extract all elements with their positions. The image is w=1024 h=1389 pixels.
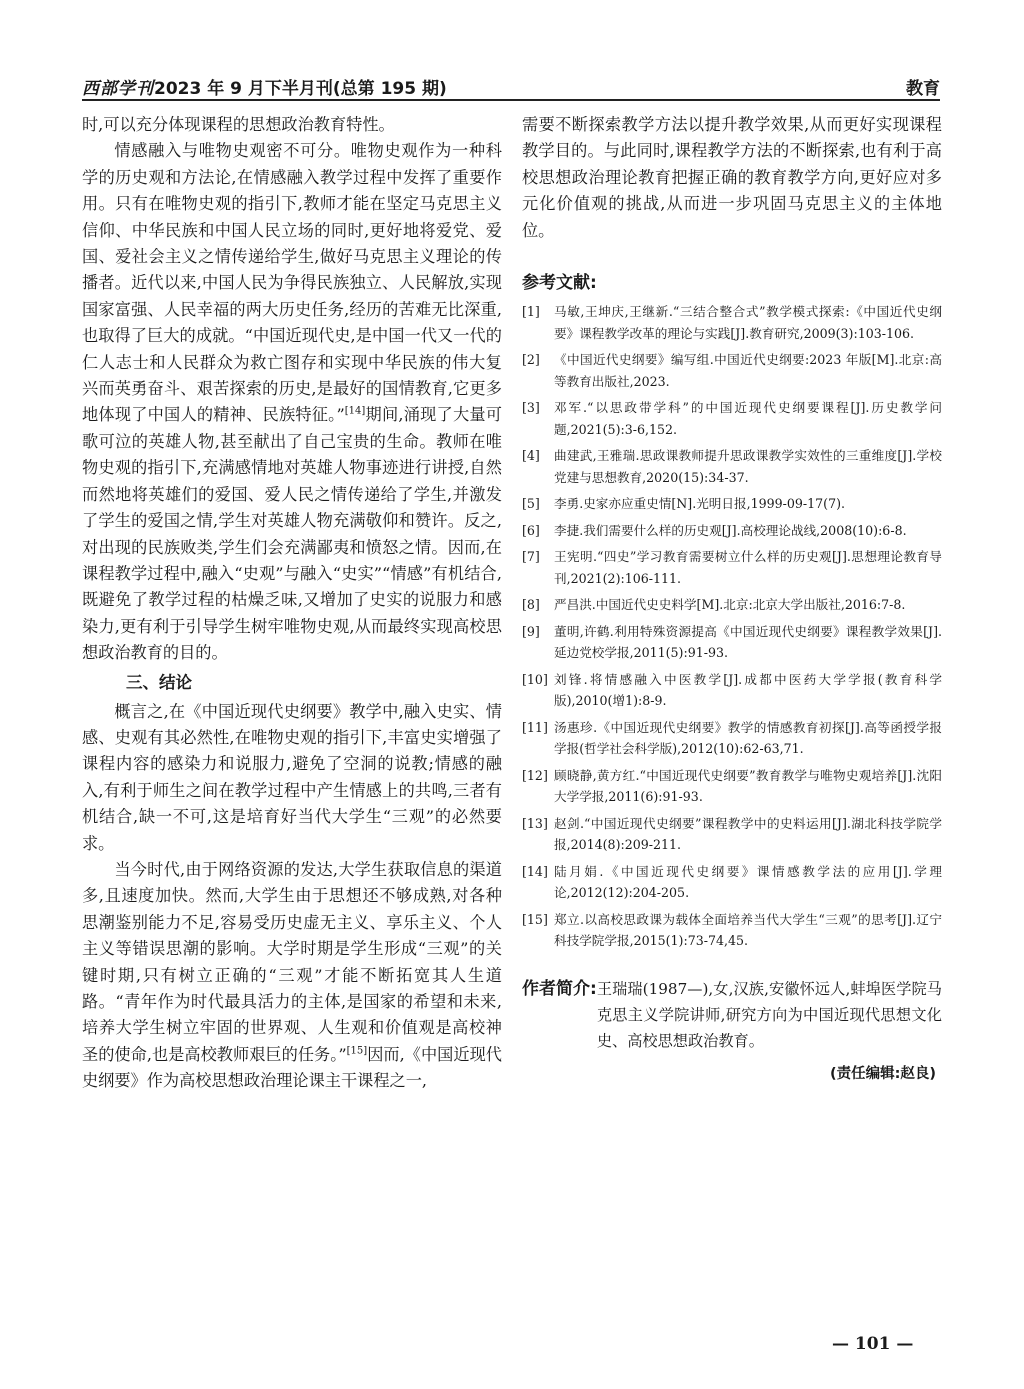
author-bio bbox=[522, 976, 942, 1054]
reference-number: [13] bbox=[522, 815, 548, 831]
reference-text: 严昌洪.中国近代史史料学[M].北京:北京大学出版社,2016:7-8. bbox=[554, 597, 906, 613]
paragraph-text: 当今时代,由于网络资源的发达,大学生获取信息的渠道多,且速度加快。然而,大学生由于思想还不够成熟,对各种思潮鉴别能力不足,容易受历史虚无主义、享乐主义、个人主义等错误思潮的影响。大学时期是学生形成“三观”的关键时期,只有树立正确的“三观”才能不断拓宽其人生道路。“青年作为时代最具活力的主体,是国家的希望和未来,培养大学生树立牢固的世界观、人生观和价值观是高校神圣的使命,也是高校教师艰巨的任务。” bbox=[82, 859, 502, 1064]
reference-number: [5] bbox=[522, 496, 540, 512]
journal-issue: 2023 年 9 月下半月刊(总第 195 期) bbox=[154, 79, 447, 99]
header-rule bbox=[82, 99, 940, 101]
paragraph-text: 期间,涌现了大量可歌可泣的英雄人物,甚至献出了自己宝贵的生命。教师在唯物史观的指引下,充满感情地对英雄人物事迹进行讲授,自然而然地将英雄们的爱国、爱人民之情传递给了学生,并激发了学生的爱国之情,学生对英雄人物充满敬仰和赞许。反之,对出现的民族败类,学生们会充满鄙夷和愤怒之情。因而,在课程教学过程中,融入“史观”与融入“史实”“情感”有机结合,既避免了教学过程的枯燥乏味,又增加了史实的说服力和感染力,更有利于引导学生树牢唯物史观,从而最终实现高校思想政治教育的目的。 bbox=[82, 405, 502, 663]
paragraph-today bbox=[82, 857, 502, 1095]
reference-text: 董明,许鹤.利用特殊资源提高《中国近现代史纲要》课程教学效果[J].延边党校学报,2011(5):91-93. bbox=[554, 623, 942, 661]
reference-number: [14] bbox=[522, 863, 548, 879]
author-bio-text: 王瑞瑞(1987—),女,汉族,安徽怀远人,蚌埠医学院马克思主义学院讲师,研究方向为中国近现代思想文化史、高校思想政治教育。 bbox=[596, 979, 942, 1050]
section-heading-conclusion: 三、结论 bbox=[126, 672, 192, 692]
section-label: 教育 bbox=[906, 79, 940, 99]
reference-item bbox=[522, 621, 942, 664]
reference-item bbox=[522, 445, 942, 488]
reference-text: 李勇.史家亦应重史情[N].光明日报,1999-09-17(7). bbox=[554, 496, 846, 512]
reference-number: [10] bbox=[522, 671, 548, 687]
responsible-editor: (责任编辑:赵良) bbox=[829, 1065, 936, 1082]
running-header bbox=[82, 74, 940, 100]
reference-list bbox=[522, 301, 942, 952]
left-column bbox=[82, 112, 502, 1095]
reference-text: 郑立.以高校思政课为载体全面培养当代大学生“三观”的思考[J].辽宁科技学院学报,2015(1):73-74,45. bbox=[554, 911, 942, 949]
reference-number: [9] bbox=[522, 623, 540, 639]
reference-item bbox=[522, 301, 942, 344]
reference-number: [3] bbox=[522, 400, 540, 416]
paragraph-conclusion: 概言之,在《中国近现代史纲要》教学中,融入史实、情感、史观有其必然性,在唯物史观的指引下,丰富史实增强了课程内容的感染力和说服力,避免了空洞的说教;情感的融入,有利于师生之间在教学过程中产生情感上的共鸣,三者有机结合,缺一不可,这是培育好当代大学生“三观”的必然要求。 bbox=[82, 701, 502, 853]
reference-number: [12] bbox=[522, 767, 548, 783]
paragraph-emotion-materialism bbox=[82, 138, 502, 666]
reference-item bbox=[522, 765, 942, 808]
reference-number: [4] bbox=[522, 448, 540, 464]
reference-number: [15] bbox=[522, 911, 548, 927]
reference-item bbox=[522, 493, 942, 515]
reference-text: 邓军.“以思政带学科”的中国近现代史纲要课程[J].历史教学问题,2021(5):3-6,152. bbox=[554, 400, 942, 437]
citation-mark[interactable]: [14] bbox=[344, 406, 366, 418]
page-number: — 101 — bbox=[832, 1334, 914, 1354]
paragraph-text: 因而,《中国近现代史纲要》作为高校思想政治理论课主干课程之一, bbox=[82, 1044, 502, 1091]
paragraph-continued-right: 需要不断探索教学方法以提升教学效果,从而更好实现课程教学目的。与此同时,课程教学方法的不断探索,也有利于高校思想政治理论教育把握正确的教育教学方向,更好应对多元化价值观的挑战,从而进一步巩固马克思主义的主体地位。 bbox=[522, 115, 942, 240]
reference-item bbox=[522, 861, 942, 904]
right-column bbox=[522, 112, 942, 1083]
references-title: 参考文献: bbox=[522, 273, 597, 294]
citation-mark[interactable]: [15] bbox=[346, 1045, 368, 1057]
reference-item bbox=[522, 397, 942, 440]
reference-text: 《中国近代史纲要》编写组.中国近代史纲要:2023 年版[M].北京:高等教育出版社,2023. bbox=[554, 352, 942, 389]
reference-number: [1] bbox=[522, 304, 540, 320]
paragraph-text: 情感融入与唯物史观密不可分。唯物史观作为一种科学的历史观和方法论,在情感融入教学过程中发挥了重要作用。只有在唯物史观的指引下,教师才能在坚定马克思主义信仰、中华民族和中国人民立场的同时,更好地将爱党、爱国、爱社会主义之情传递给学生,做好马克思主义理论的传播者。近代以来,中国人民为争得民族独立、人民解放,实现国家富强、人民幸福的两大历史任务,经历的苦难无比深重,也取得了巨大的成就。“中国近现代史,是中国一代又一代的仁人志士和人民群众为救亡图存和实现中华民族的伟大复兴而英勇奋斗、艰苦探索的历史,是最好的国情教育,它更多地体现了中国人的精神、民族特征。” bbox=[82, 141, 502, 425]
reference-number: [8] bbox=[522, 597, 540, 613]
reference-item bbox=[522, 669, 942, 712]
journal-title bbox=[82, 74, 447, 99]
reference-number: [7] bbox=[522, 549, 540, 565]
journal-logo: 西部学刊 bbox=[82, 79, 154, 99]
reference-item bbox=[522, 909, 942, 952]
reference-number: [11] bbox=[522, 719, 548, 735]
reference-number: [2] bbox=[522, 352, 540, 368]
reference-text: 李捷.我们需要什么样的历史观[J].高校理论战线,2008(10):6-8. bbox=[554, 522, 907, 538]
reference-item bbox=[522, 717, 942, 760]
author-bio-label: 作者简介: bbox=[522, 978, 597, 999]
reference-number: [6] bbox=[522, 522, 540, 538]
reference-text: 王宪明.“四史”学习教育需要树立什么样的历史观[J].思想理论教育导刊,2021(2):106-111. bbox=[554, 549, 942, 586]
reference-text: 马敏,王坤庆,王继新.“三结合整合式”教学模式探索:《中国近代史纲要》课程教学改革的理论与实践[J].教育研究,2009(3):103-106. bbox=[554, 304, 942, 341]
reference-item bbox=[522, 546, 942, 589]
reference-text: 刘锋.将情感融入中医教学[J].成都中医药大学学报(教育科学版),2010(增1):8-9. bbox=[554, 671, 942, 709]
reference-item bbox=[522, 594, 942, 616]
reference-text: 汤惠珍.《中国近现代史纲要》教学的情感教育初探[J].高等函授学报学报(哲学社会科学版),2012(10):62-63,71. bbox=[554, 719, 942, 757]
reference-text: 赵剑.“中国近现代史纲要”课程教学中的史料运用[J].湖北科技学院学报,2014(8):209-211. bbox=[554, 815, 942, 853]
reference-item bbox=[522, 520, 942, 542]
reference-item bbox=[522, 349, 942, 392]
reference-text: 顾晓静,黄方红.“中国近现代史纲要”教育教学与唯物史观培养[J].沈阳大学学报,2011(6):91-93. bbox=[554, 767, 942, 805]
reference-item bbox=[522, 813, 942, 856]
reference-text: 陆月娟.《中国近现代史纲要》课情感教学法的应用[J].学理论,2012(12):204-205. bbox=[554, 863, 942, 901]
reference-text: 曲建武,王雅瑞.思政课教师提升思政课教学实效性的三重维度[J].学校党建与思想教育,2020(15):34-37. bbox=[554, 448, 942, 485]
paragraph-continued: 时,可以充分体现课程的思想政治教育特性。 bbox=[82, 115, 395, 134]
